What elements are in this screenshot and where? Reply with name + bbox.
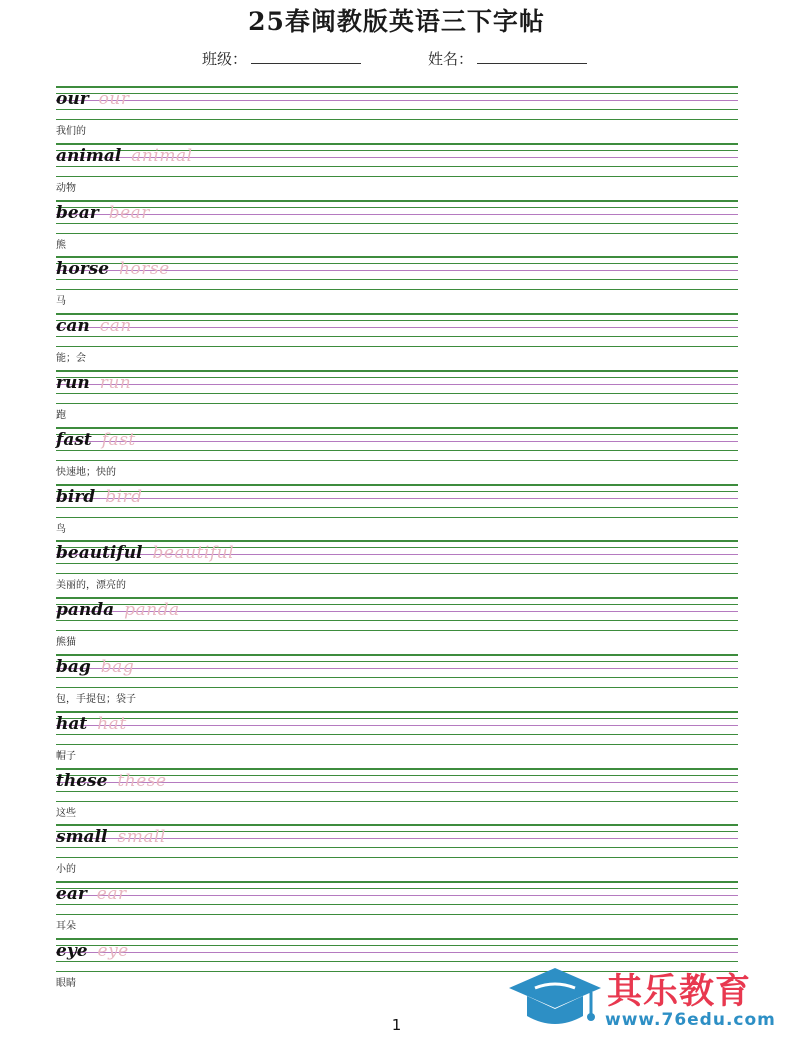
word-writing-area (56, 600, 180, 620)
trace-word: small (117, 827, 166, 848)
vocab-meaning: 帽子 (56, 750, 76, 762)
ruling-line (56, 320, 738, 321)
vocab-row (56, 143, 738, 200)
brand-name: 其乐教育 (607, 972, 752, 1012)
ruling-line (56, 498, 738, 499)
vocab-row (56, 313, 738, 370)
word-writing-area (56, 373, 131, 393)
trace-word: these (117, 770, 167, 791)
trace-word: can (99, 316, 132, 337)
ruling-line (56, 484, 738, 486)
ruling-line (56, 166, 738, 167)
ruling-line (56, 768, 738, 770)
vocab-meaning: 快速地；快的 (56, 466, 116, 478)
vocab-word: hat (56, 713, 88, 734)
ruling-line (56, 791, 738, 792)
trace-word: horse (119, 259, 170, 280)
ruling-line (56, 630, 738, 631)
vocab-meaning: 包，手提包；袋子 (56, 694, 136, 705)
vocab-row (56, 427, 738, 484)
ruling-line (56, 119, 738, 120)
vocab-word: fast (56, 429, 92, 450)
word-writing-area (56, 771, 167, 791)
ruling-line (56, 952, 738, 953)
vocab-meaning: 鸟 (56, 523, 66, 535)
vocab-word: horse (56, 259, 110, 280)
vocab-word: can (56, 316, 90, 337)
word-writing-area (56, 146, 193, 166)
vocab-word: these (56, 770, 108, 791)
vocab-word: run (56, 373, 90, 393)
ruling-line (56, 857, 738, 858)
word-writing-area (56, 714, 127, 734)
ruling-line (56, 895, 738, 896)
ruling-line (56, 370, 738, 372)
graduation-cap-icon (505, 962, 605, 1037)
word-writing-area (56, 543, 234, 563)
ruling-line (56, 914, 738, 915)
trace-word: bear (108, 202, 150, 223)
ruling-line (56, 824, 738, 826)
name-label: 姓名： (428, 50, 474, 68)
vocab-word: bag (56, 657, 91, 677)
class-label: 班级： (202, 50, 248, 68)
vocab-meaning: 美丽的，漂亮的 (56, 580, 126, 592)
vocab-meaning: 这些 (56, 807, 76, 819)
vocab-row (56, 597, 738, 654)
ruling-line (56, 734, 738, 735)
vocab-row (56, 881, 738, 938)
vocab-row (56, 654, 738, 711)
ruling-line (56, 346, 738, 347)
ruling-line (56, 93, 738, 94)
ruling-line (56, 393, 738, 394)
vocab-meaning: 跑 (56, 410, 66, 421)
word-writing-area (56, 316, 132, 336)
ruling-line (56, 279, 738, 280)
word-writing-area (56, 657, 134, 677)
ruling-line (56, 661, 738, 662)
vocab-word: panda (56, 600, 115, 621)
ruling-line (56, 223, 738, 224)
ruling-line (56, 725, 738, 726)
trace-word: hat (97, 713, 127, 734)
ruling-line (56, 938, 738, 940)
page-title: 25春闽教版英语三下字帖 (248, 7, 545, 36)
ruling-line (56, 801, 738, 802)
vocab-meaning: 熊猫 (56, 637, 76, 649)
trace-word: panda (124, 600, 180, 621)
student-info (0, 48, 793, 70)
vocab-meaning: 眼睛 (56, 978, 76, 989)
trace-word: animal (131, 145, 193, 166)
ruling-line (56, 289, 738, 290)
ruling-line (56, 100, 738, 101)
vocab-word: our (56, 89, 89, 109)
word-writing-area (56, 203, 150, 223)
vocab-meaning: 动物 (56, 182, 76, 194)
brand-url: www.76edu.com (605, 1010, 776, 1030)
word-writing-area (56, 259, 170, 279)
ruling-line (56, 668, 738, 669)
ruling-line (56, 377, 738, 378)
ruling-line (56, 573, 738, 574)
ruling-line (56, 200, 738, 202)
ruling-line (56, 491, 738, 492)
name-blank[interactable] (477, 48, 587, 64)
ruling-line (56, 327, 738, 328)
vocab-word: bird (56, 486, 96, 507)
ruling-line (56, 563, 738, 564)
vocab-meaning: 耳朵 (56, 921, 76, 933)
ruling-line (56, 904, 738, 905)
vocab-row (56, 711, 738, 768)
vocab-word: eye (56, 941, 88, 961)
vocab-word: small (56, 827, 108, 848)
ruling-line (56, 620, 738, 621)
ruling-line (56, 214, 738, 215)
vocab-word: animal (56, 145, 122, 166)
vocab-row (56, 370, 738, 427)
trace-word: our (98, 89, 130, 109)
trace-word: fast (101, 429, 136, 450)
word-writing-area (56, 884, 127, 904)
page-number: 1 (391, 1016, 402, 1034)
vocab-row (56, 86, 738, 143)
ruling-line (56, 427, 738, 429)
ruling-line (56, 888, 738, 889)
vocab-meaning: 马 (56, 296, 66, 308)
vocab-meaning: 我们的 (56, 126, 86, 137)
vocab-row (56, 824, 738, 881)
ruling-line (56, 176, 738, 177)
ruling-line (56, 597, 738, 599)
vocab-meaning: 能；会 (56, 353, 86, 365)
ruling-line (56, 313, 738, 315)
ruling-line (56, 109, 738, 110)
ruling-line (56, 434, 738, 435)
word-writing-area (56, 827, 166, 847)
ruling-line (56, 403, 738, 404)
ruling-line (56, 507, 738, 508)
vocab-row (56, 200, 738, 257)
word-writing-area (56, 430, 136, 450)
vocab-word: ear (56, 884, 87, 905)
trace-word: ear (96, 884, 127, 905)
vocab-row (56, 768, 738, 825)
vocab-word: bear (56, 202, 99, 223)
word-writing-area (56, 89, 129, 109)
vocab-row (56, 256, 738, 313)
ruling-line (56, 143, 738, 145)
ruling-line (56, 744, 738, 745)
ruling-line (56, 441, 738, 442)
trace-word: bird (105, 486, 143, 507)
word-writing-area (56, 487, 143, 507)
ruling-line (56, 881, 738, 883)
ruling-line (56, 847, 738, 848)
ruling-line (56, 86, 738, 88)
ruling-line (56, 256, 738, 258)
ruling-line (56, 654, 738, 656)
ruling-line (56, 233, 738, 234)
ruling-line (56, 336, 738, 337)
vocab-row (56, 540, 738, 597)
ruling-line (56, 540, 738, 542)
ruling-line (56, 460, 738, 461)
trace-word: bag (100, 657, 135, 677)
class-field (202, 48, 361, 69)
ruling-line (56, 384, 738, 385)
ruling-line (56, 450, 738, 451)
ruling-line (56, 677, 738, 678)
trace-word: beautiful (152, 543, 235, 564)
vocab-word: beautiful (56, 543, 143, 564)
ruling-line (56, 718, 738, 719)
name-field (428, 48, 587, 69)
vocab-meaning: 小的 (56, 864, 76, 876)
ruling-line (56, 207, 738, 208)
ruling-line (56, 687, 738, 688)
ruling-line (56, 945, 738, 946)
ruling-line (56, 517, 738, 518)
trace-word: eye (97, 941, 129, 961)
ruling-line (56, 711, 738, 713)
vocab-meaning: 熊 (56, 239, 66, 251)
class-blank[interactable] (251, 48, 361, 64)
word-writing-area (56, 941, 129, 961)
vocab-row (56, 484, 738, 541)
trace-word: run (99, 373, 132, 393)
brand-logo (505, 962, 785, 1037)
